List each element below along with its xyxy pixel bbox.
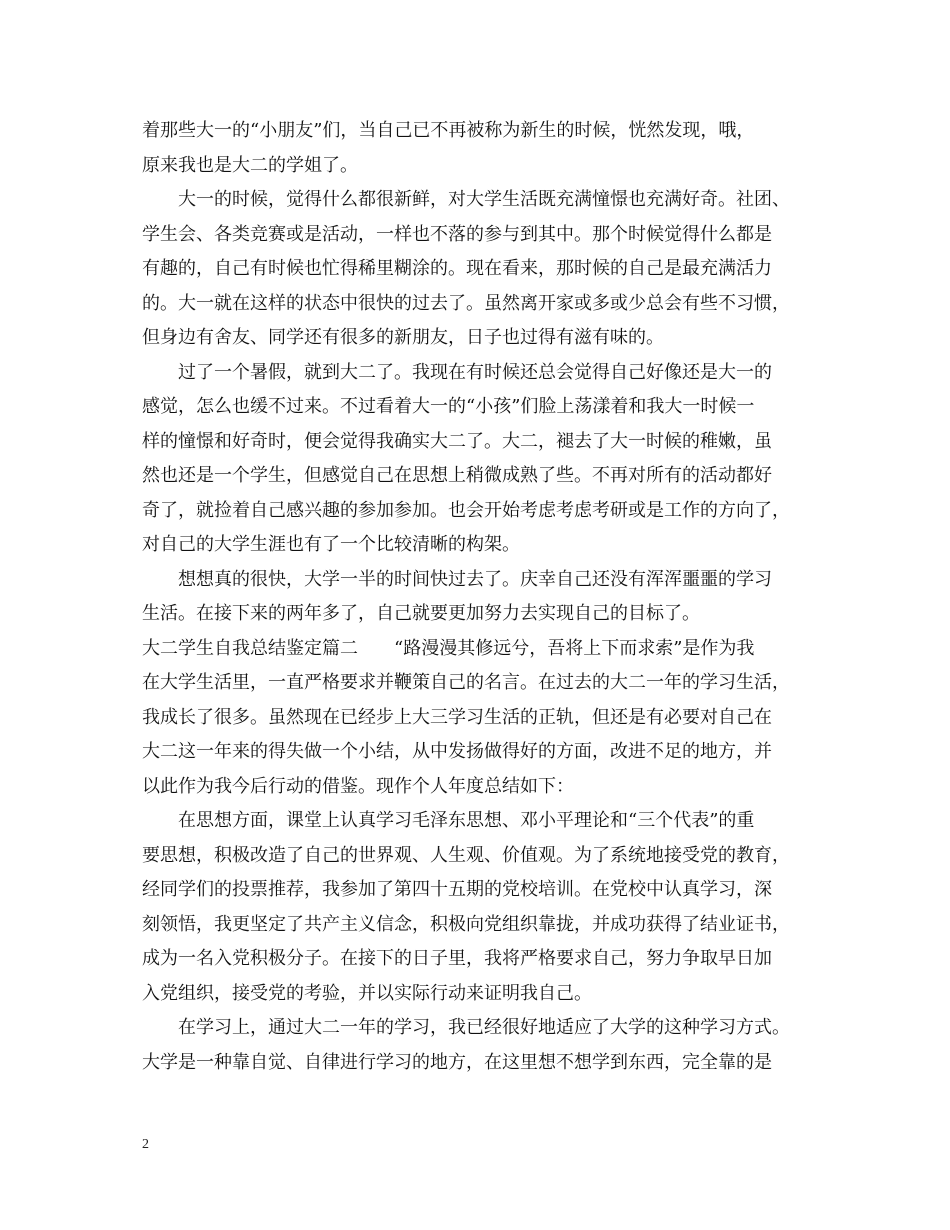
text-line: 大一的时候，觉得什么都很新鲜，对大学生活既充满憧憬也充满好奇。社团、 bbox=[178, 189, 790, 210]
text-line: 生活。在接下来的两年多了，自己就要更加努力去实现自己的目标了。 bbox=[142, 603, 700, 624]
text-line: 要思想，积极改造了自己的世界观、人生观、价值观。为了系统地接受党的教育， bbox=[142, 844, 790, 866]
text-line: 入党组织，接受党的考验，并以实际行动来证明我自己。 bbox=[142, 982, 592, 1004]
text-line: 原来我也是大二的学姐了。 bbox=[142, 154, 358, 176]
text-line: 过了一个暑假，就到大二了。我现在有时候还总会觉得自己好像还是大一的 bbox=[178, 361, 772, 383]
text-line: 着那些大一的“小朋友”们，当自己已不再被称为新生的时候，恍然发现，哦， bbox=[142, 120, 755, 141]
text-line: 想想真的很快，大学一半的时间快过去了。庆幸自己还没有浑浑噩噩的学习 bbox=[178, 568, 772, 590]
text-line: 在大学生活里，一直严格要求并鞭策自己的名言。在过去的大二一年的学习生活， bbox=[142, 672, 790, 693]
text-line: 大学是一种靠自觉、自律进行学习的地方，在这里想不想学到东西，完全靠的是 bbox=[142, 1051, 772, 1073]
text-line: 我成长了很多。虽然现在已经步上大三学习生活的正轨，但还是有必要对自己在 bbox=[142, 706, 772, 728]
text-line: 然也还是一个学生，但感觉自己在思想上稍微成熟了些。不再对所有的活动都好 bbox=[142, 465, 772, 486]
text-line: 奇了，就捡着自己感兴趣的参加参加。也会开始考虑考虑考研或是工作的方向了， bbox=[142, 499, 790, 521]
text-line: 在学习上，通过大二一年的学习，我已经很好地适应了大学的这种学习方式。 bbox=[178, 1017, 790, 1038]
text-line: 大二这一年来的得失做一个小结，从中发扬做得好的方面，改进不足的地方，并 bbox=[142, 741, 772, 762]
text-line: 在思想方面，课堂上认真学习毛泽东思想、邓小平理论和“三个代表”的重 bbox=[178, 810, 755, 831]
text-line: 样的憧憬和好奇时，便会觉得我确实大二了。大二，褪去了大一时候的稚嫩，虽 bbox=[142, 430, 772, 452]
text-line: 刻领悟，我更坚定了共产主义信念，积极向党组织靠拢，并成功获得了结业证书， bbox=[142, 913, 790, 935]
text-line: 有趣的，自己有时候也忙得稀里糊涂的。现在看来，那时候的自己是最充满活力 bbox=[142, 258, 772, 279]
text-line: 的。大一就在这样的状态中很快的过去了。虽然离开家或多或少总会有些不习惯， bbox=[142, 292, 790, 314]
section-heading-line: 大二学生自我总结鉴定篇二 “路漫漫其修远兮，吾将上下而求索”是作为我 bbox=[142, 637, 755, 659]
text-line: 但身边有舍友、同学还有很多的新朋友，日子也过得有滋有味的。 bbox=[142, 327, 664, 348]
text-line: 以此作为我今后行动的借鉴。现作个人年度总结如下： bbox=[142, 775, 574, 797]
text-line: 经同学们的投票推荐，我参加了第四十五期的党校培训。在党校中认真学习，深 bbox=[142, 879, 772, 900]
text-line: 成为一名入党积极分子。在接下的日子里，我将严格要求自己，努力争取早日加 bbox=[142, 948, 772, 969]
text-line: 感觉，怎么也缓不过来。不过看着大一的“小孩”们脸上荡漾着和我大一时候一 bbox=[142, 396, 755, 417]
text-line: 学生会、各类竞赛或是活动，一样也不落的参与到其中。那个时候觉得什么都是 bbox=[142, 223, 772, 245]
page-number: 2 bbox=[142, 1137, 149, 1152]
body-text bbox=[142, 114, 832, 1080]
text-line: 对自己的大学生涯也有了一个比较清晰的构架。 bbox=[142, 534, 520, 555]
